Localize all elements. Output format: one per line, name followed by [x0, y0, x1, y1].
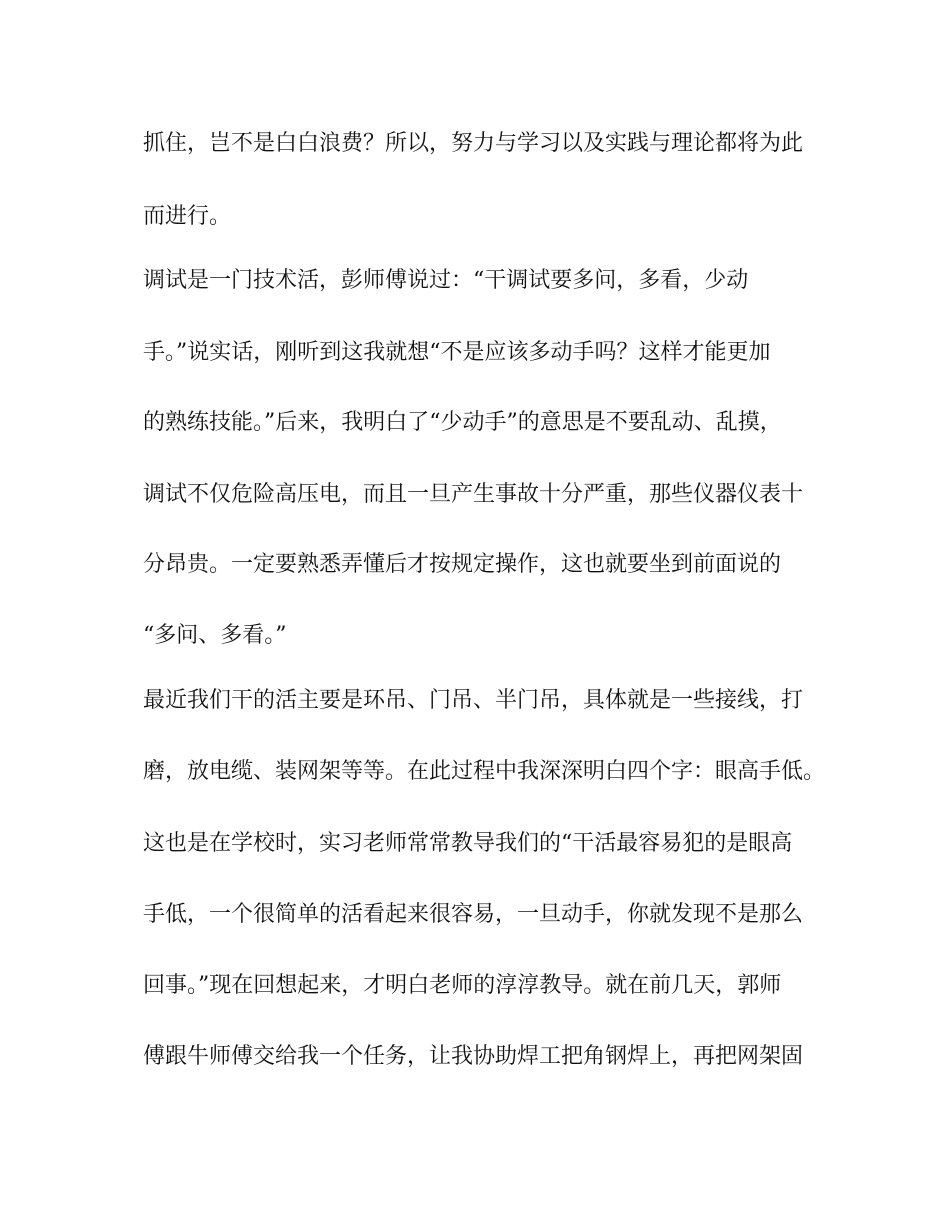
text-line: 傅跟牛师傅交给我一个任务，让我协助焊工把角钢焊上，再把网架固 — [143, 1044, 804, 1069]
text-line: 分昂贵。一定要熟悉弄懂后才按规定操作，这也就要坐到前面说的 — [143, 552, 782, 577]
text-line: 这也是在学校时，实习老师常常教导我们的“干活最容易犯的是眼高 — [143, 831, 793, 856]
text-line: 调试不仅危险高压电，而且一旦产生事故十分严重，那些仪器仪表十 — [143, 482, 804, 507]
text-line: 回事。”现在回想起来，才明白老师的淳淳教导。就在前几天，郭师 — [143, 973, 782, 998]
text-line: “多问、多看。” — [143, 623, 287, 648]
text-line: 手。”说实话，刚听到这我就想“不是应该多动手吗？这样才能更加 — [143, 340, 771, 365]
text-line: 的熟练技能。”后来，我明白了“少动手”的意思是不要乱动、乱摸， — [143, 410, 782, 435]
text-line: 手低，一个很简单的活看起来很容易，一旦动手，你就发现不是那么 — [143, 902, 804, 927]
text-line: 而进行。 — [143, 204, 232, 229]
text-line: 磨，放电缆、装网架等等。在此过程中我深深明白四个字：眼高手低。 — [143, 759, 826, 784]
text-line: 抓住，岂不是白白浪费？所以，努力与学习以及实践与理论都将为此 — [143, 131, 804, 156]
text-line: 最近我们干的活主要是环吊、门吊、半门吊，具体就是一些接线，打 — [143, 688, 804, 713]
text-line: 调试是一门技术活，彭师傅说过：“干调试要多问，多看，少动 — [143, 268, 749, 293]
